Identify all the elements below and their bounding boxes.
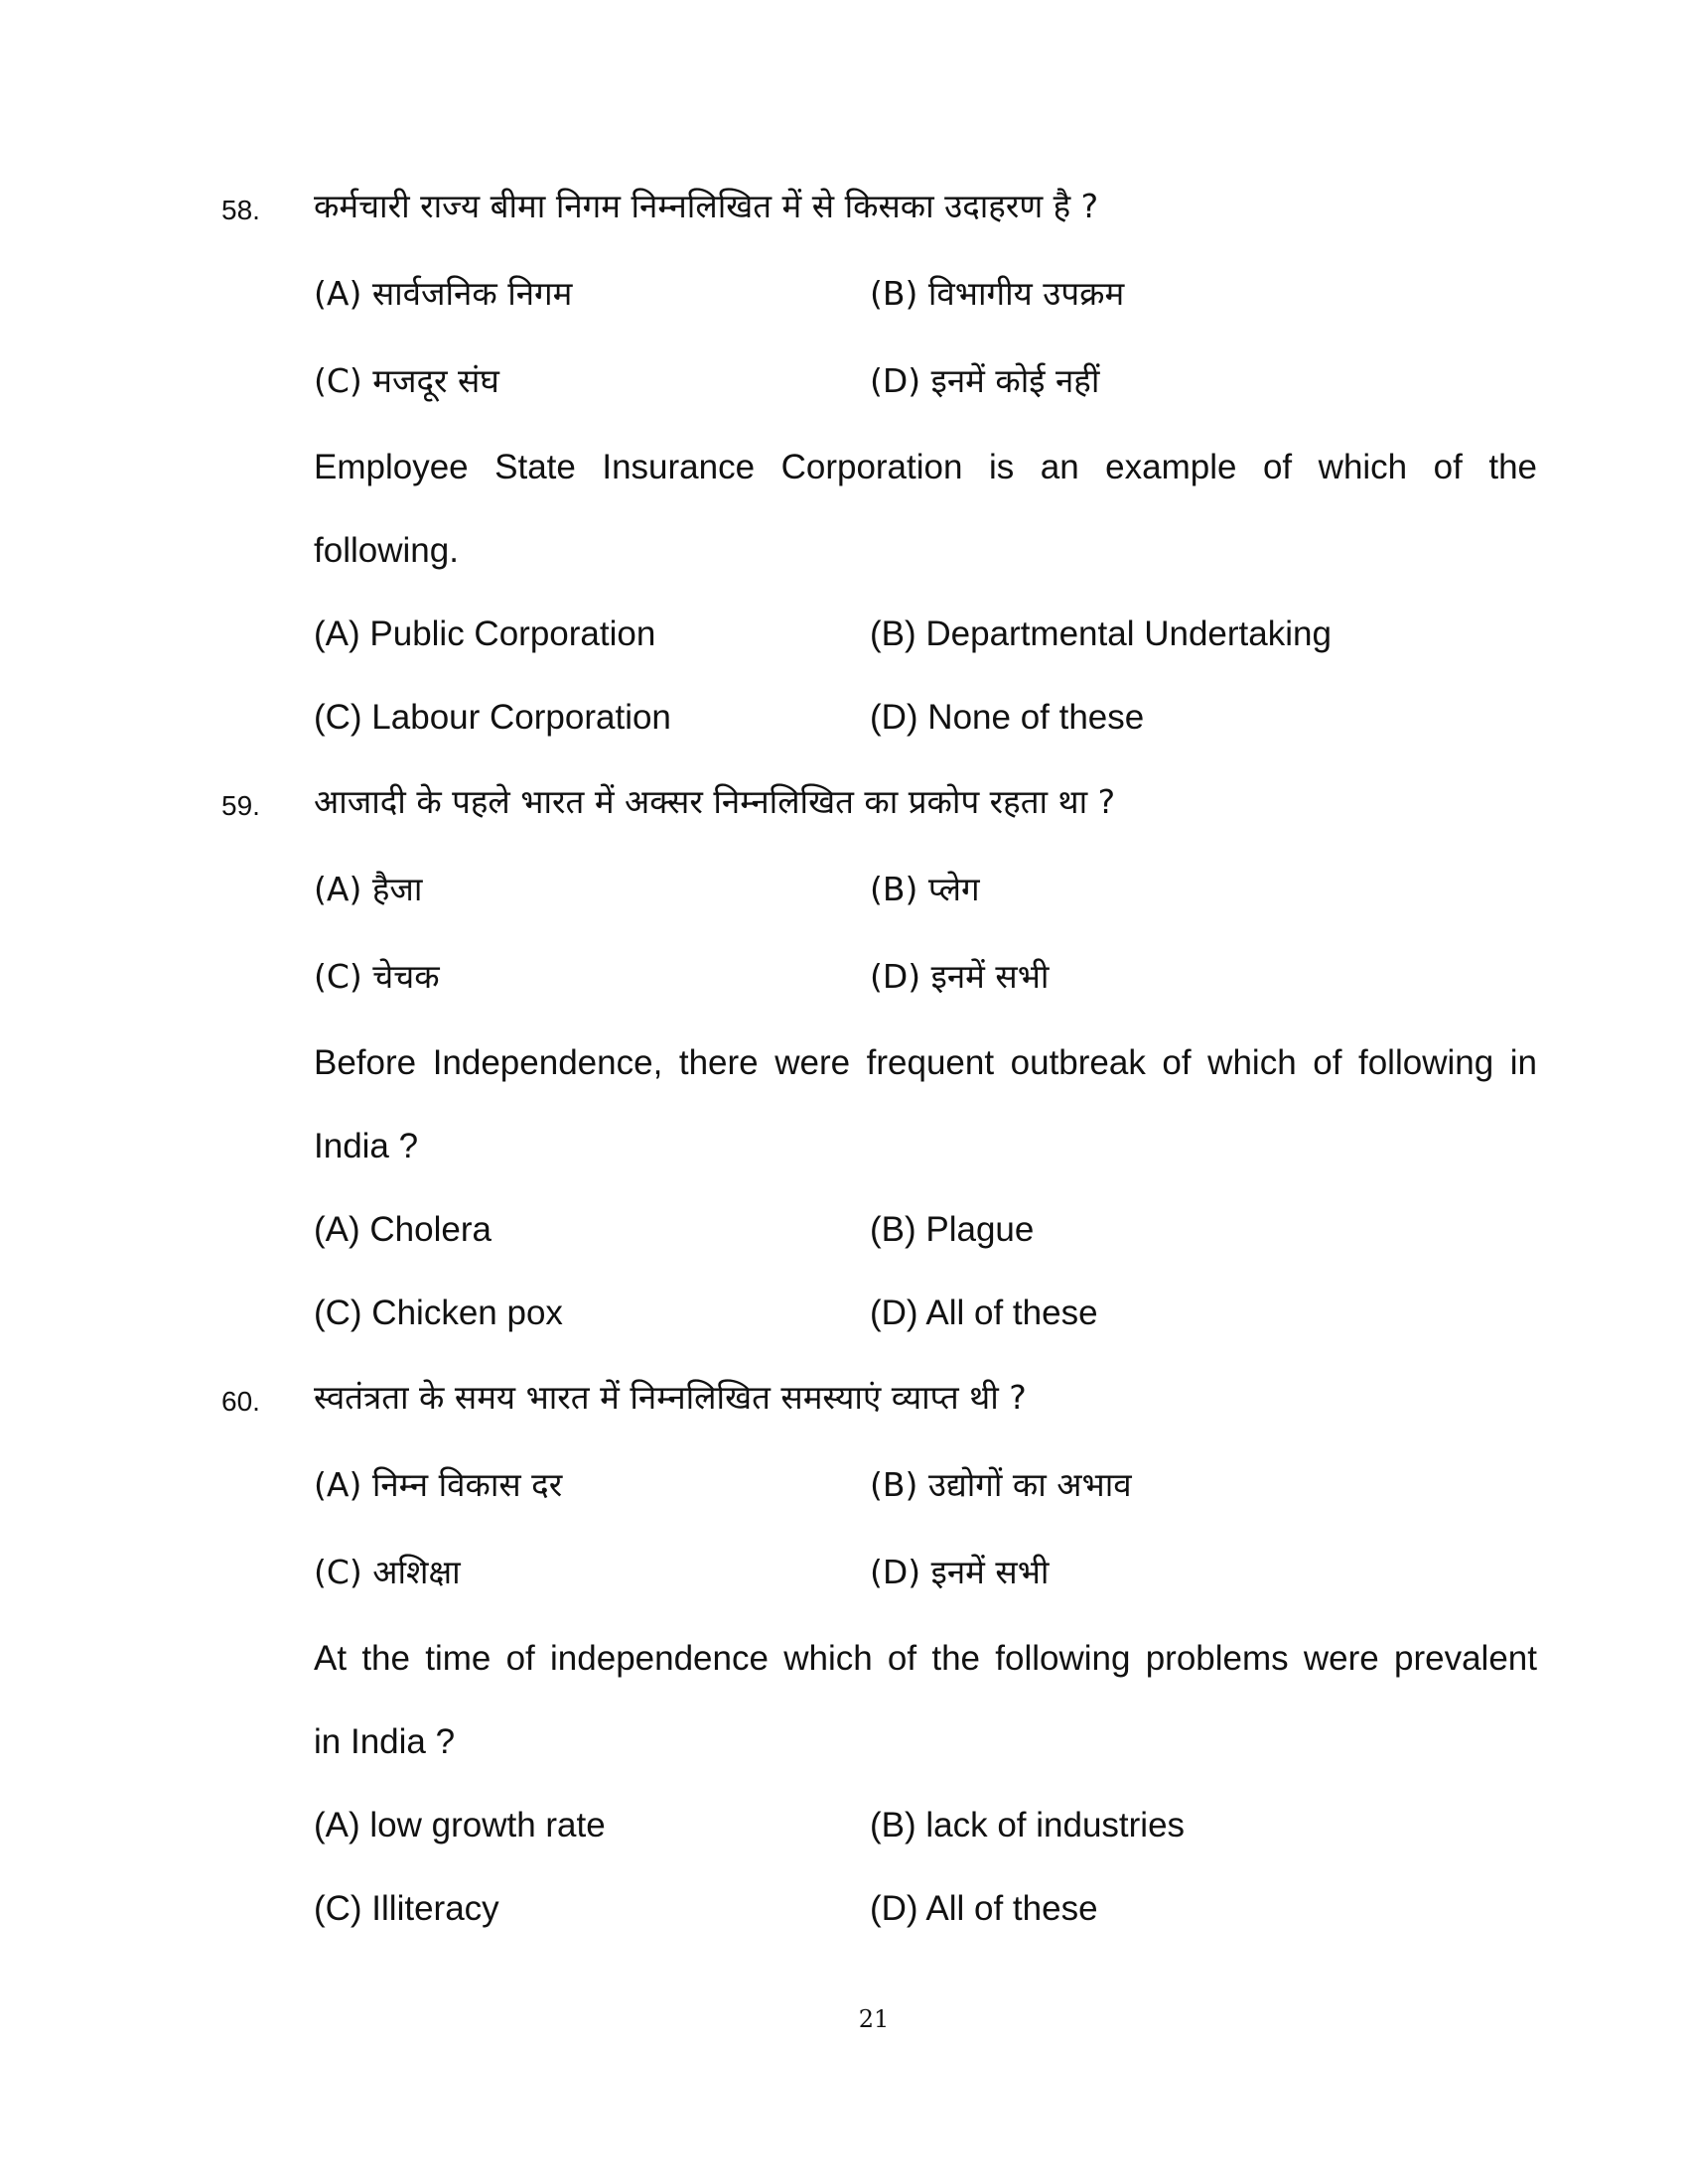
- option-d-hindi: (D) इनमें सभी: [870, 957, 1050, 996]
- question-text-english: Employee State Insurance Corporation is an example of which of the: [314, 448, 1537, 486]
- option-c-hindi: (C) मजदूर संघ: [314, 361, 499, 400]
- option-c-hindi: (C) अशिक्षा: [314, 1553, 461, 1591]
- option-b-english: (B) Departmental Undertaking: [870, 614, 1332, 653]
- option-a-english: (A) low growth rate: [314, 1806, 606, 1844]
- option-a-hindi: (A) निम्न विकास दर: [314, 1465, 563, 1504]
- question-text-english-cont: in India ?: [314, 1722, 456, 1761]
- option-c-english: (C) Chicken pox: [314, 1294, 563, 1332]
- option-b-hindi: (B) उद्योगों का अभाव: [870, 1465, 1132, 1504]
- option-a-english: (A) Cholera: [314, 1210, 492, 1249]
- option-c-hindi: (C) चेचक: [314, 957, 440, 996]
- question-number: 60.: [221, 1386, 260, 1417]
- option-c-english: (C) Labour Corporation: [314, 698, 671, 737]
- option-d-english: (D) All of these: [870, 1294, 1098, 1332]
- question-number: 59.: [221, 790, 260, 821]
- question-text-english-cont: India ?: [314, 1127, 419, 1165]
- option-d-hindi: (D) इनमें कोई नहीं: [870, 361, 1100, 400]
- option-d-english: (D) None of these: [870, 698, 1145, 737]
- option-b-hindi: (B) विभागीय उपक्रम: [870, 274, 1125, 313]
- option-b-english: (B) lack of industries: [870, 1806, 1186, 1844]
- question-text-hindi: कर्मचारी राज्य बीमा निगम निम्नलिखित में से किसका उदाहरण है ?: [314, 187, 1099, 225]
- option-a-hindi: (A) हैजा: [314, 870, 423, 908]
- question-text-english: Before Independence, there were frequent outbreak of which of following in: [314, 1043, 1537, 1082]
- page-number: 21: [858, 2005, 890, 2033]
- option-b-english: (B) Plague: [870, 1210, 1035, 1249]
- question-text-hindi: आजादी के पहले भारत में अक्सर निम्नलिखित का प्रकोप रहता था ?: [314, 782, 1116, 821]
- question-text-english-cont: following.: [314, 531, 459, 570]
- question-text-hindi: स्वतंत्रता के समय भारत में निम्नलिखित समस्याएं व्याप्त थी ?: [314, 1378, 1027, 1417]
- option-c-english: (C) Illiteracy: [314, 1889, 499, 1928]
- option-a-english: (A) Public Corporation: [314, 614, 656, 653]
- option-d-english: (D) All of these: [870, 1889, 1098, 1928]
- question-text-english: At the time of independence which of the following problems were prevalent: [314, 1639, 1537, 1678]
- question-number: 58.: [221, 195, 260, 225]
- option-b-hindi: (B) प्लेग: [870, 870, 980, 908]
- option-a-hindi: (A) सार्वजनिक निगम: [314, 274, 573, 313]
- option-d-hindi: (D) इनमें सभी: [870, 1553, 1050, 1591]
